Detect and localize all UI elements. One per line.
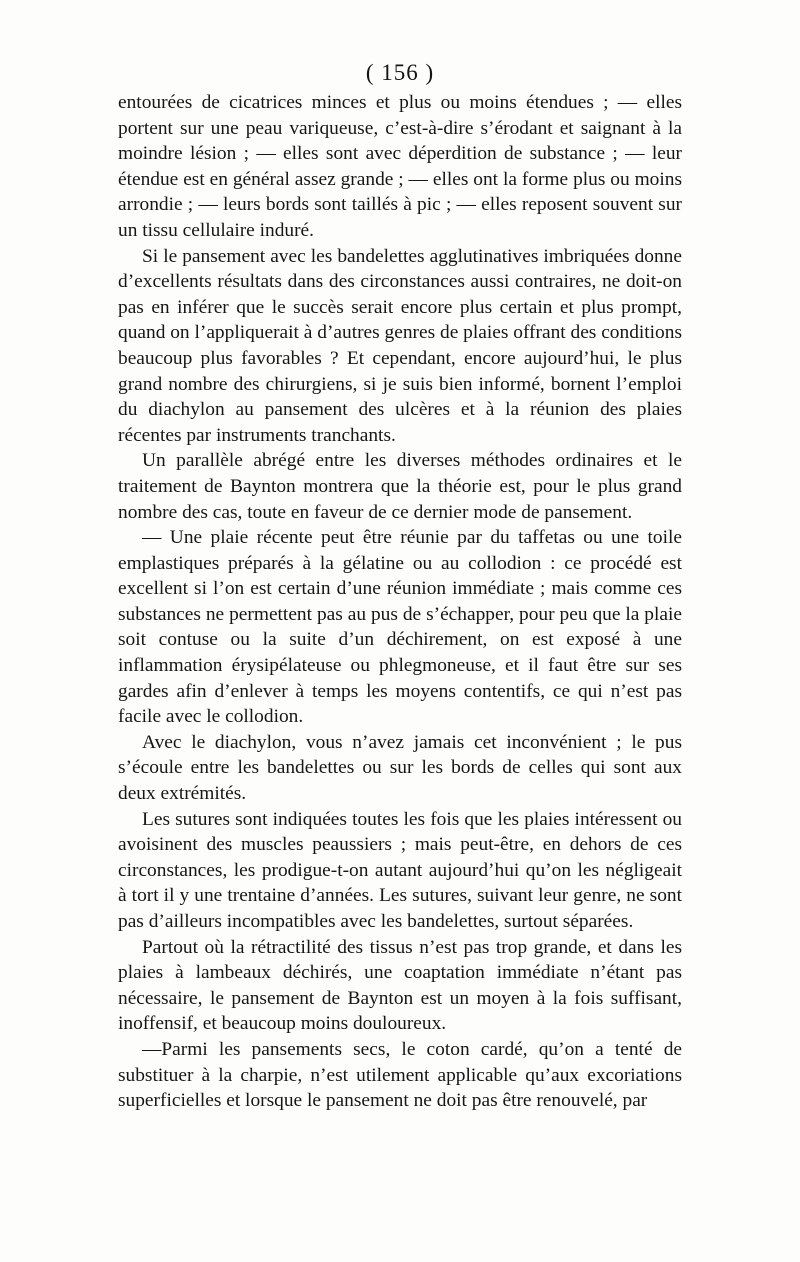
paragraph-8: —Parmi les pansements secs, le coton cardé, qu’on a tenté de substituer à la charpie, n’est utilement applicable qu’aux excoriations superficielles et lorsque le pansement ne doit pas être renouvelé, par (118, 1038, 682, 1112)
paragraph-7: Partout où la rétractilité des tissus n’est pas trop grande, et dans les plaies à lambeaux déchirés, une coaptation immédiate n’étant pas nécessaire, le pansement de Baynton est un moyen à la fois suffisant, inoffensif, et beaucoup moins douloureux. (118, 936, 682, 1035)
paragraph-2: Si le pansement avec les bandelettes agglutinatives imbriquées donne d’excellents résultats dans des circonstances aussi contraires, ne doit-on pas en inférer que le succès serait encore plus certain et plus prompt, quand on l’appliquerait à d’autres genres de plaies offrant des conditions beaucoup plus favorables ? Et cependant, encore aujourd’hui, le plus grand nombre des chirurgiens, si je suis bien informé, bornent l’emploi du diachylon au pansement des ulcères et à la réunion des plaies récentes par instruments tranchants. (118, 245, 682, 446)
body-text (118, 90, 682, 1114)
paragraph-4: — Une plaie récente peut être réunie par du taffetas ou une toile emplastiques préparés à la gélatine ou au collodion : ce procédé est excellent si l’on est certain d’une réunion immédiate ; mais comme ces substances ne permettent pas au pus de s’échapper, pour peu que la plaie soit contuse ou la suite d’un déchirement, on est exposé à une inflammation érysipélateuse ou phlegmoneuse, et il faut être sur ses gardes afin d’enlever à temps les moyens contentifs, ce qui n’est pas facile avec le collodion. (118, 527, 682, 728)
paragraph-5: Avec le diachylon, vous n’avez jamais cet inconvénient ; le pus s’écoule entre les bandelettes ou sur les bords de celles qui sont aux deux extrémités. (118, 731, 682, 805)
paragraph-1: entourées de cicatrices minces et plus ou moins étendues ; — elles portent sur une peau variqueuse, c’est-à-dire s’érodant et saignant à la moindre lésion ; — elles sont avec déperdition de substance ; — leur étendue est en général assez grande ; — elles ont la forme plus ou moins arrondie ; — leurs bords sont taillés à pic ; — elles reposent souvent sur un tissu cellulaire induré. (118, 92, 682, 241)
paragraph-3: Un parallèle abrégé entre les diverses méthodes ordinaires et le traitement de Baynton montrera que la théorie est, pour le plus grand nombre des cas, toute en faveur de ce dernier mode de pansement. (118, 450, 682, 523)
paragraph-6: Les sutures sont indiquées toutes les fois que les plaies intéressent ou avoisinent des muscles peaussiers ; mais peut-être, en dehors de ces circonstances, les prodigue-t-on autant aujourd’hui qu’on les négligeait à tort il y une trentaine d’années. Les sutures, suivant leur genre, ne sont pas d’ailleurs incompatibles avec les bandelettes, surtout séparées. (118, 808, 682, 932)
page-number: ( 156 ) (365, 60, 435, 85)
